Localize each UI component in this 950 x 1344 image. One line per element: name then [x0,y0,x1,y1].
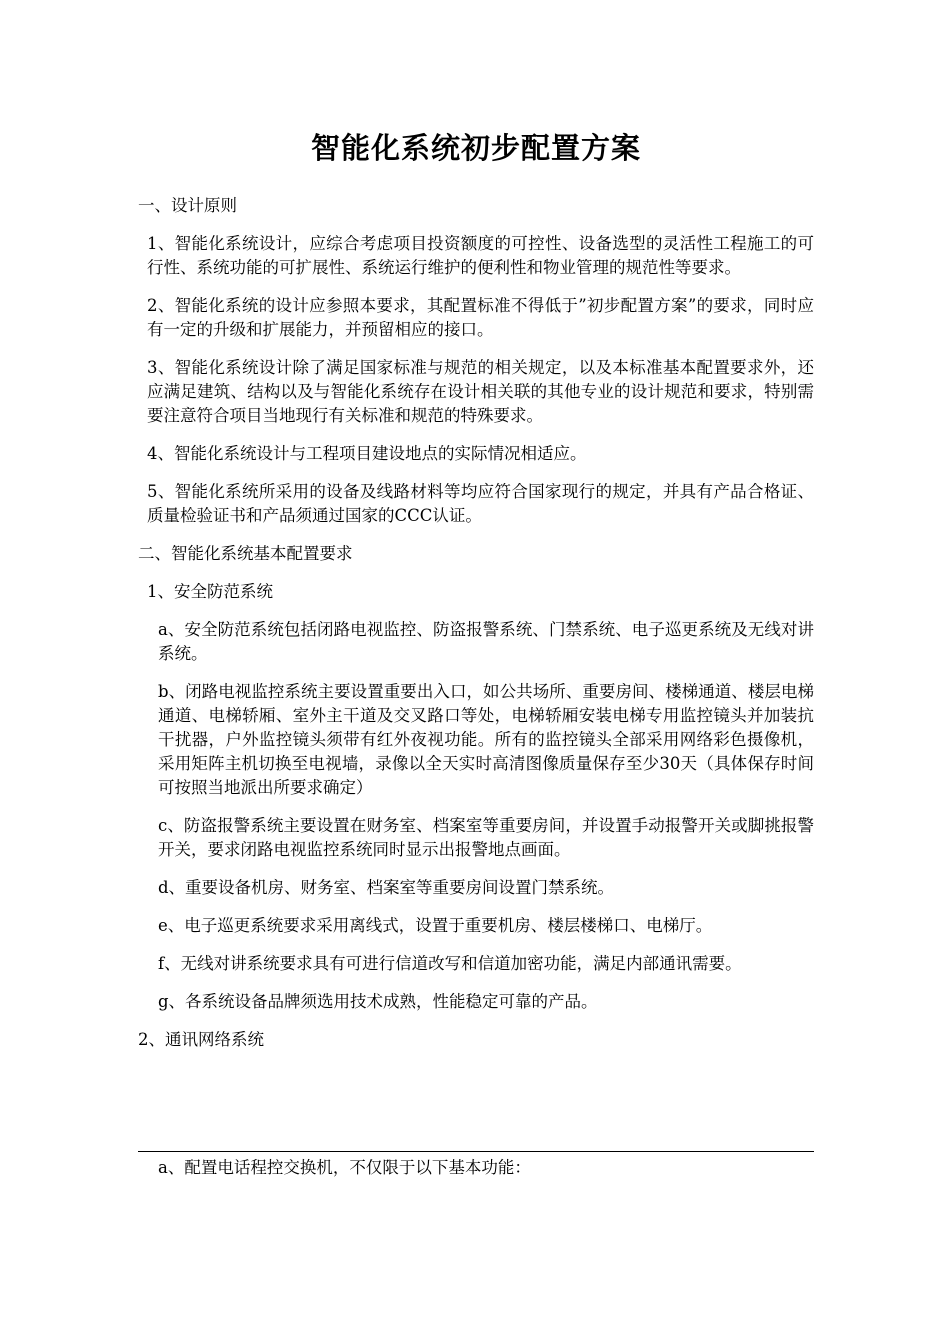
subsection-network-heading: 2、通讯网络系统 [138,1030,264,1049]
principle-5: 5、智能化系统所采用的设备及线路材料等均应符合国家现行的规定，并具有产品合格证、质量检验证书和产品须通过国家的CCC认证。 [147,482,814,525]
document-page [138,120,814,1066]
principle-3: 3、智能化系统设计除了满足国家标准与规范的相关规定，以及本标准基本配置要求外，还应满足建筑、结构以及与智能化系统存在设计相关联的其他专业的设计规范和要求，特别需要注意符合项目当地现行有关标准和规范的特殊要求。 [147,358,814,425]
section-2-heading: 二、智能化系统基本配置要求 [138,544,353,563]
principle-2: 2、智能化系统的设计应参照本要求，其配置标准不得低于”初步配置方案”的要求，同时应有一定的升级和扩展能力，并预留相应的接口。 [147,296,814,339]
principle-1: 1、智能化系统设计，应综合考虑项目投资额度的可控性、设备选型的灵活性工程施工的可行性、系统功能的可扩展性、系统运行维护的便利性和物业管理的规范性等要求。 [147,234,814,277]
security-item-b: b、闭路电视监控系统主要设置重要出入口，如公共场所、重要房间、楼梯通道、楼层电梯通道、电梯轿厢、室外主干道及交叉路口等处，电梯轿厢安装电梯专用监控镜头并加装抗干扰器，户外监控镜头须带有红外夜视功能。所有的监控镜头全部采用网络彩色摄像机，采用矩阵主机切换至电视墙，录像以全天实时高清图像质量保存至少30天（具体保存时间可按照当地派出所要求确定） [158,682,814,797]
document-page-continuation [138,1156,814,1180]
network-item-a: a、配置电话程控交换机，不仅限于以下基本功能： [158,1158,531,1177]
document-title: 智能化系统初步配置方案 [310,131,641,165]
section-1-heading: 一、设计原则 [138,196,237,215]
subsection-security-heading: 1、安全防范系统 [147,582,273,601]
security-item-g: g、各系统设备品牌须选用技术成熟，性能稳定可靠的产品。 [158,992,598,1011]
principle-4: 4、智能化系统设计与工程项目建设地点的实际情况相适应。 [147,444,587,463]
security-item-a: a、安全防范系统包括闭路电视监控、防盗报警系统、门禁系统、电子巡更系统及无线对讲系统。 [158,620,814,663]
security-item-c: c、防盗报警系统主要设置在财务室、档案室等重要房间，并设置手动报警开关或脚挑报警开关，要求闭路电视监控系统同时显示出报警地点画面。 [158,816,814,859]
security-item-f: f、无线对讲系统要求具有可进行信道改写和信道加密功能，满足内部通讯需要。 [158,954,742,973]
page-divider [138,1151,814,1152]
security-item-e: e、电子巡更系统要求采用离线式，设置于重要机房、楼层楼梯口、电梯厅。 [158,916,713,935]
security-item-d: d、重要设备机房、财务室、档案室等重要房间设置门禁系统。 [158,878,615,897]
